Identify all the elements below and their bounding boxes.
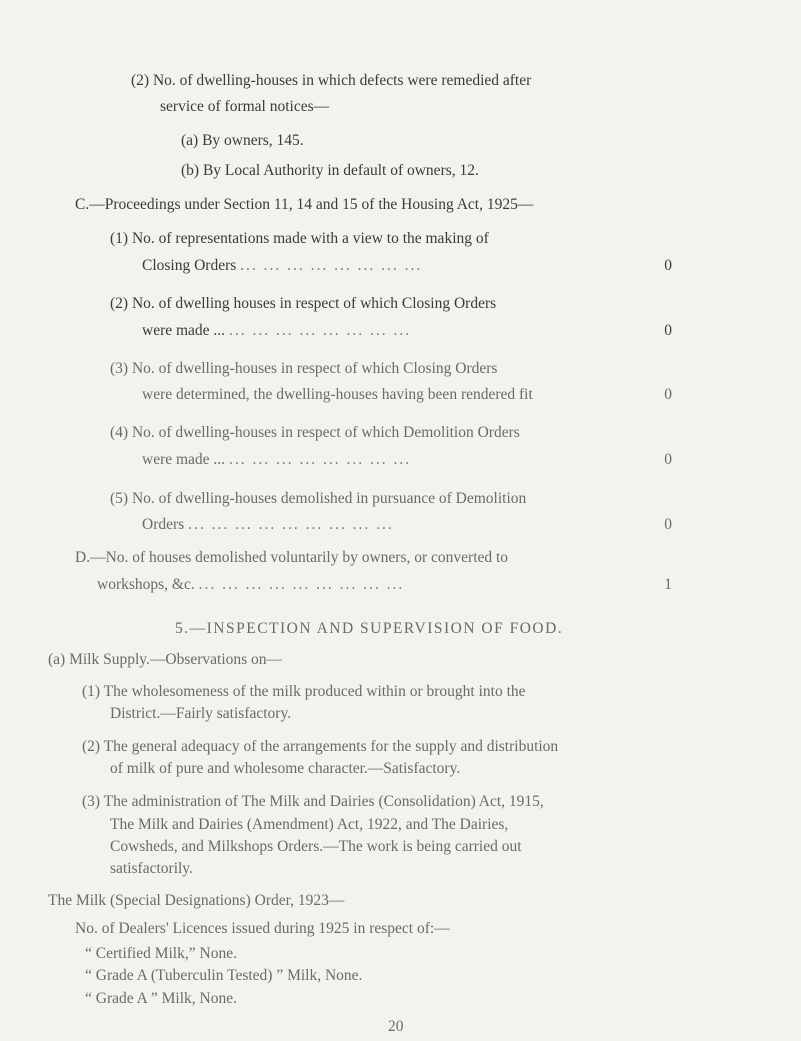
- c1-label: Closing Orders: [142, 257, 237, 274]
- licences-line: No. of Dealers' Licences issued during 1925 in respect of:—: [75, 920, 450, 937]
- c2-leader: ... ... ... ... ... ... ... ...: [228, 322, 412, 339]
- b2-sub-a: (a) By owners, 145.: [181, 132, 304, 149]
- c4-leader: ... ... ... ... ... ... ... ...: [228, 451, 412, 468]
- c1-line1: (1) No. of representations made with a view to the making of: [110, 230, 489, 247]
- c2-value: 0: [664, 322, 672, 339]
- c4-line2: [142, 451, 672, 469]
- b2-line2: service of formal notices—: [160, 98, 330, 115]
- obs3-line2: The Milk and Dairies (Amendment) Act, 1922, and The Dairies,: [110, 816, 509, 833]
- obs3-line1: (3) The administration of The Milk and Dairies (Consolidation) Act, 1915,: [82, 793, 544, 810]
- c4-label: were made ...: [142, 451, 226, 468]
- c1-leader: ... ... ... ... ... ... ... ...: [240, 257, 423, 274]
- section-d-line2: [97, 576, 672, 594]
- c5-value: 0: [664, 516, 672, 533]
- c2-line2: [142, 322, 672, 340]
- page-number: 20: [388, 1018, 404, 1035]
- b2-line1: (2) No. of dwelling-houses in which defects were remedied after: [131, 72, 532, 89]
- special-designations-title: The Milk (Special Designations) Order, 1923—: [48, 892, 345, 909]
- d-label: workshops, &c.: [97, 576, 195, 593]
- obs2-line2: of milk of pure and wholesome character.—Satisfactory.: [110, 760, 461, 777]
- c1-line2: [142, 257, 672, 275]
- obs3-line3: Cowsheds, and Milkshops Orders.—The work is being carried out: [110, 838, 522, 855]
- obs1-line2: District.—Fairly satisfactory.: [110, 705, 292, 722]
- d-leader: ... ... ... ... ... ... ... ... ...: [198, 576, 405, 593]
- obs3-line4: satisfactorily.: [110, 860, 193, 877]
- c5-leader: ... ... ... ... ... ... ... ... ...: [188, 516, 394, 533]
- c3-label: were determined, the dwelling-houses having been rendered fit: [142, 386, 533, 403]
- c4-value: 0: [664, 451, 672, 468]
- section-d-line1: D.—No. of houses demolished voluntarily by owners, or converted to: [75, 549, 509, 566]
- milk-supply-label: (a) Milk Supply.—Observations on—: [48, 651, 283, 668]
- grade-a-milk: “ Grade A ” Milk, None.: [85, 990, 237, 1007]
- c5-line1: (5) No. of dwelling-houses demolished in pursuance of Demolition: [110, 490, 527, 507]
- certified-milk: “ Certified Milk,” None.: [85, 945, 237, 962]
- c2-label: were made ...: [142, 322, 226, 339]
- c4-line1: (4) No. of dwelling-houses in respect of which Demolition Orders: [110, 424, 520, 441]
- section5-heading: 5.—INSPECTION AND SUPERVISION OF FOOD.: [175, 620, 564, 637]
- c3-line1: (3) No. of dwelling-houses in respect of which Closing Orders: [110, 360, 498, 377]
- b2-sub-b: (b) By Local Authority in default of owners, 12.: [181, 162, 479, 179]
- grade-a-tt-milk: “ Grade A (Tuberculin Tested) ” Milk, None.: [85, 967, 363, 984]
- c5-label: Orders: [142, 516, 185, 533]
- obs2-line1: (2) The general adequacy of the arrangements for the supply and distribution: [82, 738, 559, 755]
- c1-value: 0: [664, 257, 672, 274]
- d-value: 1: [664, 576, 672, 593]
- c3-value: 0: [664, 386, 672, 403]
- c2-line1: (2) No. of dwelling houses in respect of which Closing Orders: [110, 295, 497, 312]
- c5-line2: [142, 516, 672, 534]
- obs1-line1: (1) The wholesomeness of the milk produced within or brought into the: [82, 683, 526, 700]
- c3-line2: [142, 386, 672, 404]
- section-c-heading: C.—Proceedings under Section 11, 14 and 15 of the Housing Act, 1925—: [75, 196, 534, 213]
